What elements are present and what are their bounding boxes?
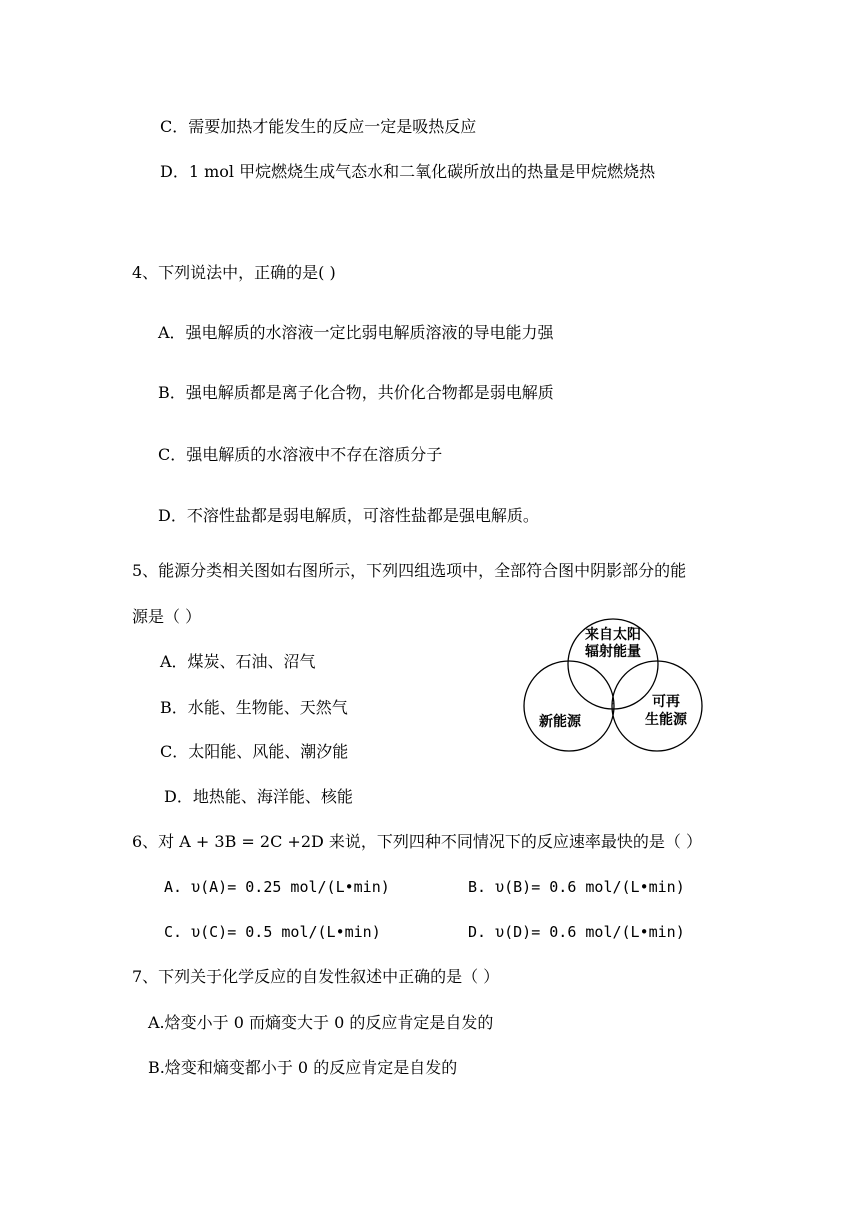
q4-stem: 4、下列说法中，正确的是( ) bbox=[132, 263, 336, 282]
q5-stem-line1: 5、能源分类相关图如右图所示，下列四组选项中，全部符合图中阴影部分的能 bbox=[132, 561, 687, 580]
q6-option-a: A. υ(A)= 0.25 mol/(L•min) bbox=[164, 878, 390, 896]
energy-venn-diagram bbox=[520, 618, 706, 758]
q3-option-d: D．1 mol 甲烷燃烧生成气态水和二氧化碳所放出的热量是甲烷燃烧热 bbox=[160, 162, 656, 181]
q7-option-b: B.焓变和熵变都小于 0 的反应肯定是自发的 bbox=[148, 1058, 458, 1077]
q6-stem: 6、对 A + 3B = 2C +2D 来说，下列四种不同情况下的反应速率最快的是（ ） bbox=[132, 832, 703, 851]
q3-option-c: C．需要加热才能发生的反应一定是吸热反应 bbox=[160, 117, 477, 136]
venn-label-renewable-line1: 可再 bbox=[652, 694, 680, 710]
q5-option-c: C．太阳能、风能、潮汐能 bbox=[160, 742, 349, 761]
q6-option-c: C. υ(C)= 0.5 mol/(L•min) bbox=[164, 923, 381, 941]
q5-option-a: A．煤炭、石油、沼气 bbox=[160, 652, 316, 671]
venn-label-solar-line1: 来自太阳 bbox=[585, 627, 641, 643]
q7-stem: 7、下列关于化学反应的自发性叙述中正确的是（ ） bbox=[132, 967, 500, 986]
venn-label-solar-line2: 辐射能量 bbox=[585, 644, 641, 660]
q6-option-b: B. υ(B)= 0.6 mol/(L•min) bbox=[468, 878, 685, 896]
q5-option-d: D．地热能、海洋能、核能 bbox=[164, 787, 353, 806]
venn-label-new-energy: 新能源 bbox=[539, 714, 581, 730]
q7-option-a: A.焓变小于 0 而熵变大于 0 的反应肯定是自发的 bbox=[148, 1013, 494, 1032]
q4-option-d: D．不溶性盐都是弱电解质，可溶性盐都是强电解质。 bbox=[158, 506, 539, 525]
q5-stem-line2: 源是（ ） bbox=[132, 607, 202, 626]
q6-option-d: D. υ(D)= 0.6 mol/(L•min) bbox=[468, 923, 685, 941]
q4-option-b: B．强电解质都是离子化合物，共价化合物都是弱电解质 bbox=[158, 383, 554, 402]
q5-option-b: B．水能、生物能、天然气 bbox=[160, 698, 348, 717]
q4-option-c: C．强电解质的水溶液中不存在溶质分子 bbox=[158, 445, 443, 464]
q4-option-a: A．强电解质的水溶液一定比弱电解质溶液的导电能力强 bbox=[158, 323, 554, 342]
venn-label-renewable-line2: 生能源 bbox=[645, 712, 687, 728]
